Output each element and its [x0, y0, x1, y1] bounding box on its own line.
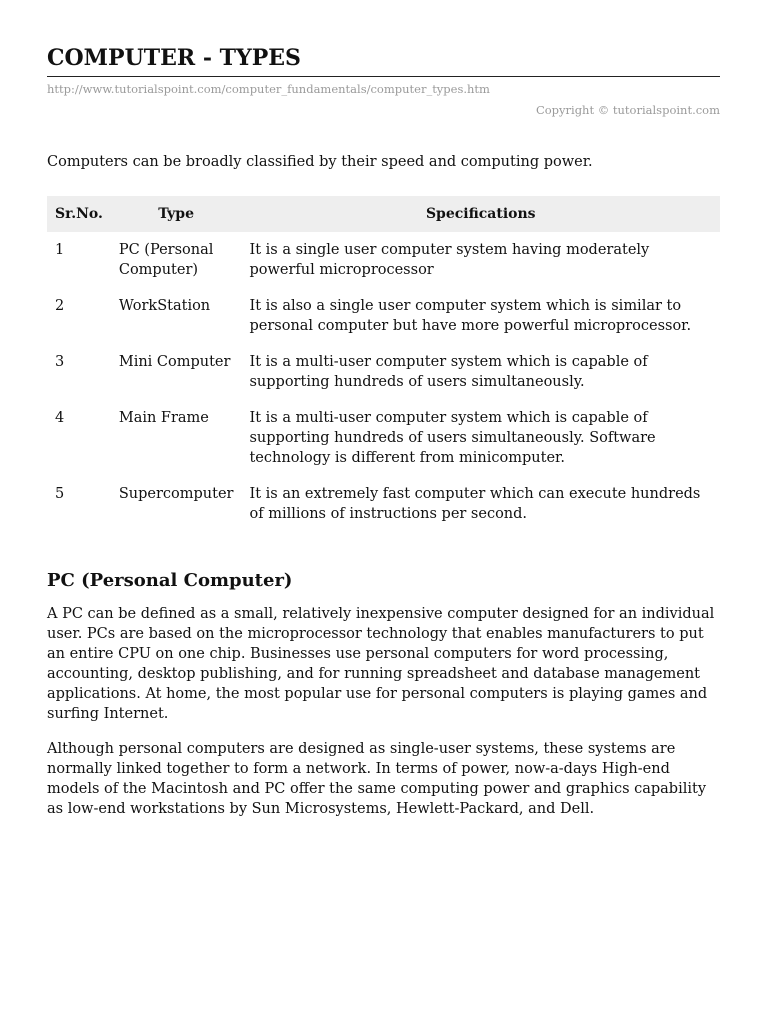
header-specifications: Specifications [241, 196, 720, 232]
cell-sr-no: 3 [55, 354, 65, 370]
cell-sr-no: 2 [55, 298, 65, 314]
source-url: http://www.tutorialspoint.com/computer_fundamentals/computer_types.htm [47, 82, 490, 96]
cell-type: Mini Computer [118, 354, 231, 370]
document-page [47, 42, 720, 834]
cell-specifications: It is a single user computer system having moderately powerful microprocessor [249, 242, 650, 278]
cell-sr-no: 4 [55, 410, 65, 426]
table-row [47, 232, 720, 288]
table-row [47, 400, 720, 476]
cell-specifications: It is a multi-user computer system which is capable of supporting hundreds of users simultaneously. Software technology is different from minicomputer. [249, 410, 656, 466]
cell-sr-no: 5 [55, 486, 65, 502]
cell-type: WorkStation [118, 298, 211, 314]
cell-sr-no: 1 [55, 242, 65, 258]
cell-type: PC (Personal Computer) [118, 242, 214, 278]
intro-paragraph: Computers can be broadly classified by their speed and computing power. [47, 154, 593, 170]
body-paragraph: A PC can be defined as a small, relatively inexpensive computer designed for an individual user. PCs are based on the microprocessor technology that enables manufacturers to put an entire CPU on one chip. Businesses use personal computers for word processing, accounting, desktop publishing, and for running spreadsheet and database management applications. At home, the most popular use for personal computers is playing games and surfing Internet. [47, 606, 715, 722]
cell-type: Supercomputer [118, 486, 234, 502]
computer-types-table [47, 196, 720, 532]
cell-type: Main Frame [118, 410, 209, 426]
table-row [47, 344, 720, 400]
header-type: Type [111, 196, 242, 232]
cell-specifications: It is an extremely fast computer which can execute hundreds of millions of instructions per second. [249, 486, 701, 522]
table-header-row [47, 196, 720, 232]
table-row [47, 288, 720, 344]
section-heading: PC (Personal Computer) [47, 570, 293, 591]
cell-specifications: It is also a single user computer system which is similar to personal computer but have more powerful microprocessor. [249, 298, 692, 334]
cell-specifications: It is a multi-user computer system which is capable of supporting hundreds of users simultaneously. [249, 354, 648, 390]
body-paragraph: Although personal computers are designed as single-user systems, these systems are normally linked together to form a network. In terms of power, now-a-days High-end models of the Macintosh and PC offer the same computing power and graphics capability as low-end workstations by Sun Microsystems, Hewlett-Packard, and Dell. [47, 741, 707, 817]
table-row [47, 476, 720, 532]
header-sr-no: Sr.No. [47, 196, 111, 232]
page-title: COMPUTER - TYPES [47, 42, 720, 77]
copyright-notice: Copyright © tutorialspoint.com [535, 103, 720, 117]
